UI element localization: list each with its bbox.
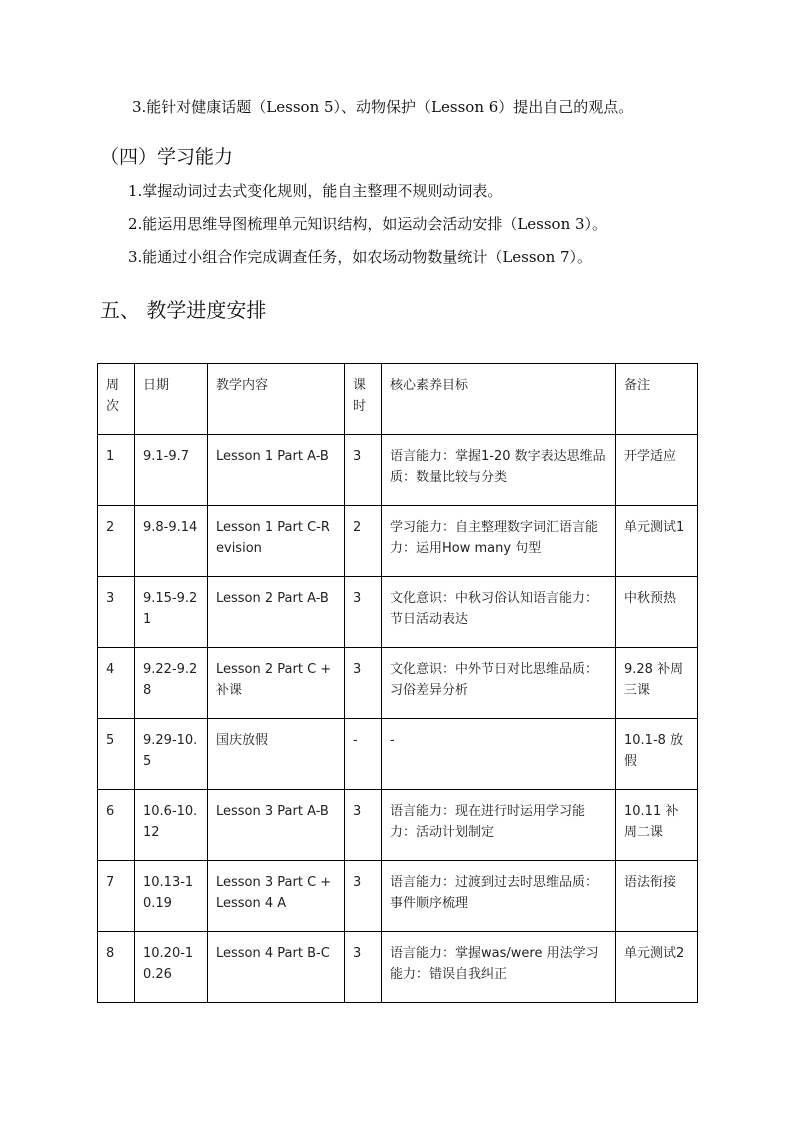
cell-content: Lesson 1 Part A-B [208,435,345,506]
table-header-row [98,364,698,435]
header-goal: 核心素养目标 [382,364,616,435]
cell-goal: 语言能力：掌握1-20 数字表达思维品质：数量比较与分类 [382,435,616,506]
learning-line-2: 2.能运用思维导图梳理单元知识结构，如运动会活动安排（Lesson 3）。 [128,215,608,233]
cell-note: 中秋预热 [616,577,698,648]
cell-hours: 2 [345,506,382,577]
header-content: 教学内容 [208,364,345,435]
cell-goal: - [382,719,616,790]
cell-goal: 文化意识：中秋习俗认知语言能力：节日活动表达 [382,577,616,648]
table-row [98,932,698,1003]
cell-content: 国庆放假 [208,719,345,790]
cell-content: Lesson 2 Part A-B [208,577,345,648]
cell-week: 6 [98,790,135,861]
cell-note: 单元测试1 [616,506,698,577]
cell-week: 7 [98,861,135,932]
cell-content: Lesson 4 Part B-C [208,932,345,1003]
ability-line-3: 3.能针对健康话题（Lesson 5）、动物保护（Lesson 6）提出自己的观点。 [132,98,634,116]
cell-content: Lesson 1 Part C-Revision [208,506,345,577]
cell-hours: 3 [345,648,382,719]
cell-date: 10.13-10.19 [135,861,208,932]
cell-goal: 语言能力：现在进行时运用学习能力：活动计划制定 [382,790,616,861]
schedule-table [97,363,698,1003]
header-hours: 课时 [345,364,382,435]
learning-line-3: 3.能通过小组合作完成调查任务，如农场动物数量统计（Lesson 7）。 [128,248,593,266]
header-week: 周次 [98,364,135,435]
table-row [98,506,698,577]
table-row [98,435,698,506]
cell-content: Lesson 3 Part C + Lesson 4 A [208,861,345,932]
table-row [98,719,698,790]
cell-note: 10.11 补周二课 [616,790,698,861]
cell-week: 1 [98,435,135,506]
header-note: 备注 [616,364,698,435]
cell-goal: 语言能力：过渡到过去时思维品质：事件顺序梳理 [382,861,616,932]
cell-week: 3 [98,577,135,648]
cell-goal: 语言能力：掌握was/were 用法学习能力：错误自我纠正 [382,932,616,1003]
cell-week: 2 [98,506,135,577]
cell-note: 语法衔接 [616,861,698,932]
cell-hours: 3 [345,577,382,648]
cell-date: 9.8-9.14 [135,506,208,577]
cell-date: 9.22-9.28 [135,648,208,719]
cell-hours: - [345,719,382,790]
cell-content: Lesson 2 Part C + 补课 [208,648,345,719]
section-heading-schedule: 五、 教学进度安排 [100,298,267,322]
cell-date: 9.29-10.5 [135,719,208,790]
table-row [98,648,698,719]
table-row [98,790,698,861]
cell-note: 开学适应 [616,435,698,506]
cell-week: 4 [98,648,135,719]
cell-hours: 3 [345,932,382,1003]
cell-goal: 学习能力：自主整理数字词汇语言能力：运用How many 句型 [382,506,616,577]
cell-date: 9.1-9.7 [135,435,208,506]
cell-date: 10.6-10.12 [135,790,208,861]
cell-content: Lesson 3 Part A-B [208,790,345,861]
header-date: 日期 [135,364,208,435]
cell-hours: 3 [345,790,382,861]
cell-note: 10.1-8 放假 [616,719,698,790]
cell-date: 10.20-10.26 [135,932,208,1003]
cell-hours: 3 [345,861,382,932]
cell-goal: 文化意识：中外节日对比思维品质：习俗差异分析 [382,648,616,719]
cell-note: 单元测试2 [616,932,698,1003]
cell-note: 9.28 补周三课 [616,648,698,719]
cell-week: 5 [98,719,135,790]
learning-line-1: 1.掌握动词过去式变化规则，能自主整理不规则动词表。 [128,182,503,200]
cell-week: 8 [98,932,135,1003]
table-row [98,861,698,932]
cell-date: 9.15-9.21 [135,577,208,648]
section-heading-learning-ability: （四）学习能力 [100,146,234,168]
table-row [98,577,698,648]
cell-hours: 3 [345,435,382,506]
